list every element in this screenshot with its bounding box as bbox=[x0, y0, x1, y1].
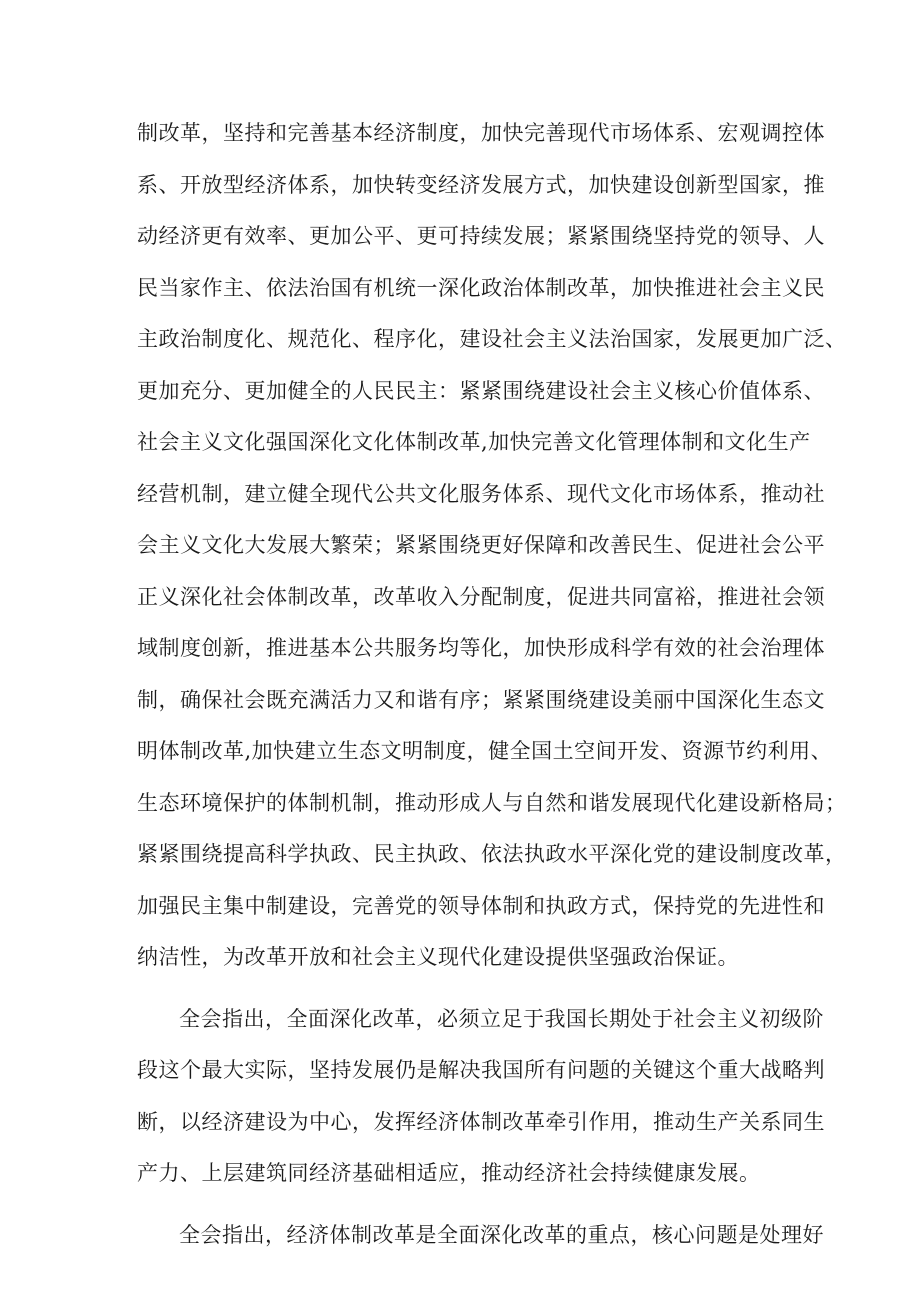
text-line: 全会指出，全面深化改革，必须立足于我国长期处于社会主义初级阶 bbox=[179, 1006, 824, 1031]
text-line: 制改革，坚持和完善基本经济制度，加快完善现代市场体系、宏观调控体 bbox=[137, 121, 825, 145]
text-line: 紧紧围绕提高科学执政、民主执政、依法执政水平深化党的建设制度改革， bbox=[137, 842, 847, 866]
text-line: 纳洁性，为改革开放和社会主义现代化建设提供坚强政治保证。 bbox=[137, 945, 739, 969]
text-line: 全会指出，经济体制改革是全面深化改革的重点，核心问题是处理好 bbox=[179, 1222, 824, 1247]
text-line: 主政治制度化、规范化、程序化，建设社会主义法治国家，发展更加广泛、 bbox=[137, 327, 847, 351]
text-line: 动经济更有效率、更加公平、更可持续发展；紧紧围绕坚持党的领导、人 bbox=[137, 224, 825, 248]
text-line: 更加充分、更加健全的人民民主：紧紧围绕建设社会主义核心价值体系、 bbox=[137, 378, 825, 403]
text-line: 会主义文化大发展大繁荣；紧紧围绕更好保障和改善民生、促进社会公平 bbox=[137, 533, 825, 557]
paragraph bbox=[137, 108, 847, 984]
text-line: 明体制改革,加快建立生态文明制度，健全国土空间开发、资源节约利用、 bbox=[137, 739, 833, 763]
text-line: 生态环境保护的体制机制，推动形成人与自然和谐发展现代化建设新格局； bbox=[137, 790, 847, 815]
paragraph-gap bbox=[137, 984, 797, 994]
paragraph bbox=[137, 1210, 824, 1262]
text-line: 域制度创新，推进基本公共服务均等化，加快形成科学有效的社会治理体 bbox=[137, 636, 825, 660]
text-line: 加强民主集中制建设，完善党的领导体制和执政方式，保持党的先进性和 bbox=[137, 893, 825, 918]
text-line: 社会主义文化强国深化文化体制改革,加快完善文化管理体制和文化生产 bbox=[137, 430, 811, 454]
text-line: 制，确保社会既充满活力又和谐有序；紧紧围绕建设美丽中国深化生态文 bbox=[137, 687, 825, 712]
document-body bbox=[137, 108, 847, 1261]
text-line: 产力、上层建筑同经济基础相适应，推动经济社会持续健康发展。 bbox=[137, 1161, 761, 1185]
text-line: 经营机制，建立健全现代公共文化服务体系、现代文化市场体系，推动社 bbox=[137, 481, 825, 506]
text-line: 正义深化社会体制改革，改革收入分配制度，促进共同富裕，推进社会领 bbox=[137, 584, 825, 609]
paragraph bbox=[137, 994, 825, 1200]
text-line: 系、开放型经济体系，加快转变经济发展方式，加快建设创新型国家，推 bbox=[137, 172, 825, 197]
text-line: 断，以经济建设为中心，发挥经济体制改革牵引作用，推动生产关系同生 bbox=[137, 1109, 825, 1134]
text-line: 段这个最大实际，坚持发展仍是解决我国所有问题的关键这个重大战略判 bbox=[137, 1058, 825, 1082]
text-line: 民当家作主、依法治国有机统一深化政治体制改革，加快推进社会主义民 bbox=[137, 275, 825, 300]
paragraph-gap bbox=[137, 1200, 797, 1210]
